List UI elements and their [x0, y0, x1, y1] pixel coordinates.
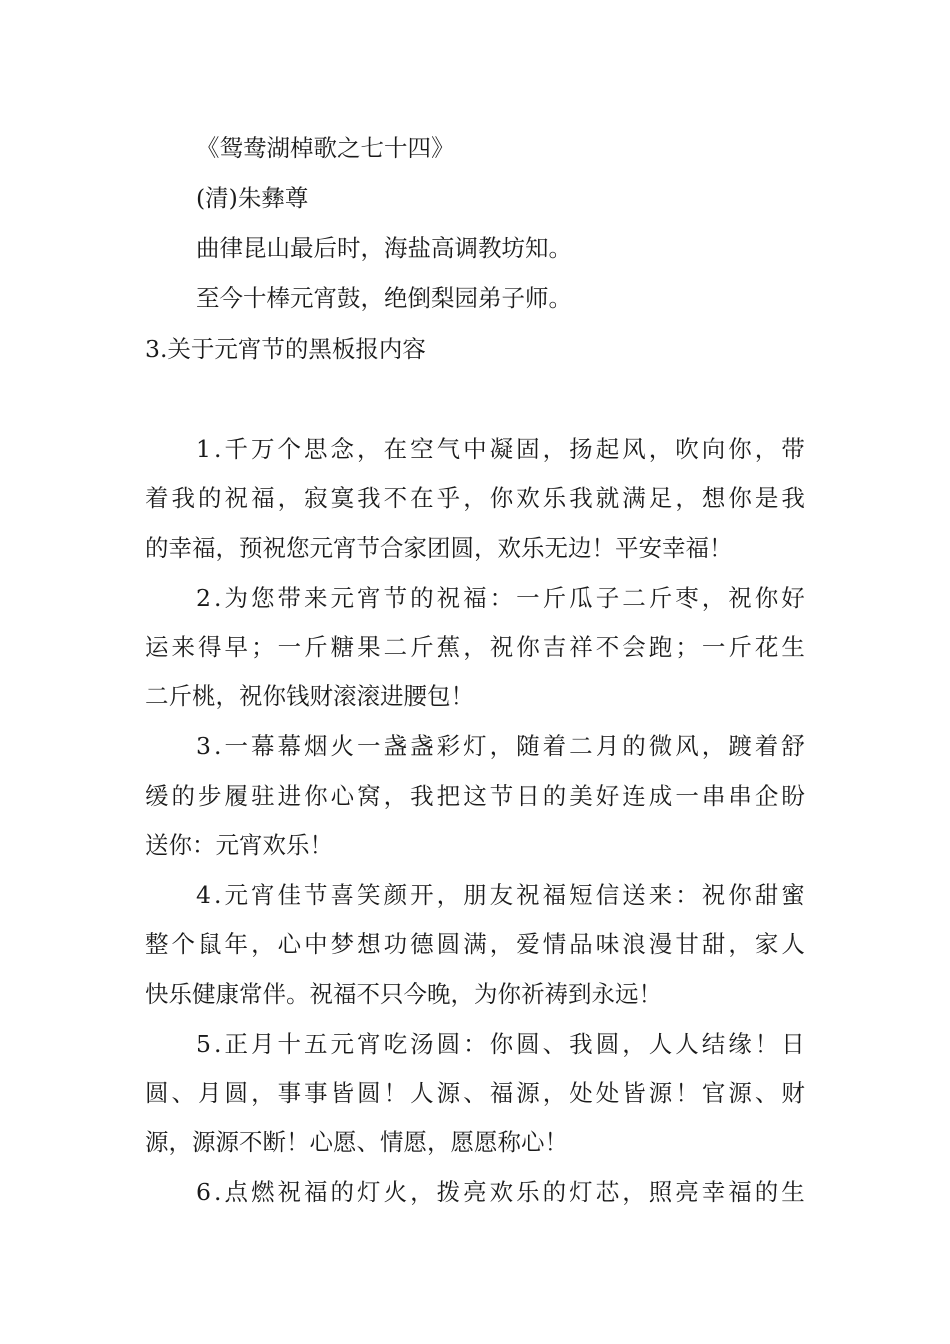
paragraph-line: 的幸福，预祝您元宵节合家团圆，欢乐无边！平安幸福！: [145, 534, 733, 562]
paragraph-line: 2 . 为 您 带 来 元 宵 节 的 祝 福 ： 一 斤 瓜 子 二 斤 枣 ， 祝 你 好: [196, 584, 805, 612]
paragraph-line: 5 . 正 月 十 五 元 宵 吃 汤 圆 ： 你 圆 、 我 圆 ， 人 人 结 缘 ！ 日: [196, 1030, 805, 1058]
paragraph-line: 圆 、 月 圆 ， 事 事 皆 圆 ！ 人 源 、 福 源 ， 处 处 皆 源 ！ 官 源 、 财: [145, 1079, 805, 1107]
poem-author: (清)朱彝尊: [196, 184, 309, 212]
paragraph-line: 缓 的 步 履 驻 进 你 心 窝 ， 我 把 这 节 日 的 美 好 连 成 一 串 串 企 盼: [145, 782, 805, 810]
paragraph-line: 源，源源不断！心愿、情愿，愿愿称心！: [145, 1128, 568, 1156]
paragraph-line: 运 来 得 早 ； 一 斤 糖 果 二 斤 蕉 ， 祝 你 吉 祥 不 会 跑 ； 一 斤 花 生: [145, 633, 805, 661]
paragraph-line: 3 . 一 幕 幕 烟 火 一 盏 盏 彩 灯 ， 随 着 二 月 的 微 风 ， 踱 着 舒: [196, 732, 805, 760]
section-heading: 3.关于元宵节的黑板报内容: [145, 335, 426, 363]
paragraph-line: 整 个 鼠 年 ， 心 中 梦 想 功 德 圆 满 ， 爱 情 品 味 浪 漫 甘 甜 ， 家 人: [145, 930, 805, 958]
poem-title: 《鸳鸯湖棹歌之七十四》: [196, 134, 455, 162]
paragraph-line: 快乐健康常伴。祝福不只今晚，为你祈祷到永远！: [145, 980, 662, 1008]
paragraph-line: 送你：元宵欢乐！: [145, 831, 333, 859]
paragraph-line: 着 我 的 祝 福 ， 寂 寞 我 不 在 乎 ， 你 欢 乐 我 就 满 足 ， 想 你 是 我: [145, 484, 805, 512]
paragraph-line: 1 . 千 万 个 思 念 ， 在 空 气 中 凝 固 ， 扬 起 风 ， 吹 向 你 ， 带: [196, 435, 805, 463]
paragraph-line: 二斤桃，祝你钱财滚滚进腰包！: [145, 682, 474, 710]
paragraph-line: 6 . 点 燃 祝 福 的 灯 火 ， 拨 亮 欢 乐 的 灯 芯 ， 照 亮 幸 福 的 生: [196, 1178, 805, 1206]
poem-line: 曲律昆山最后时，海盐高调教坊知。: [196, 234, 572, 262]
poem-line: 至今十棒元宵鼓，绝倒梨园弟子师。: [196, 284, 572, 312]
paragraph-line: 4 . 元 宵 佳 节 喜 笑 颜 开 ， 朋 友 祝 福 短 信 送 来 ： 祝 你 甜 蜜: [196, 881, 805, 909]
